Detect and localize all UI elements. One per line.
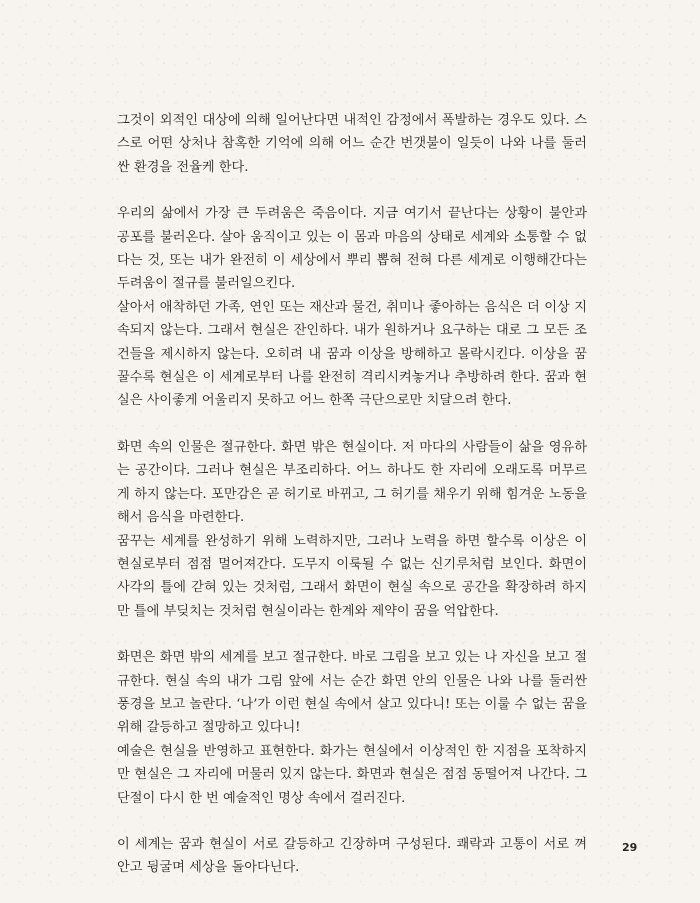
- body-text: [117, 109, 587, 903]
- page-number: 29: [622, 841, 638, 854]
- paragraph-line: 화면 속의 인물은 절규한다. 화면 밖은 현실이다. 저 마다의 사람들이 삶을 영유하는 공간이다. 그러나 현실은 부조리하다. 어느 하나도 한 자리에 오래도록 머무르게 하지 않는다. 포만감은 곧 허기로 바뀌고, 그 허기를 채우기 위해 힘겨운 노동을 해서 음식을 마련한다.: [117, 439, 587, 526]
- paragraph-line: 이 세계는 꿈과 현실이 서로 갈등하고 긴장하며 구성된다. 쾌락과 고통이 서로 껴안고 뒹굴며 세상을 돌아다닌다.: [117, 836, 587, 876]
- paragraph-5: [117, 833, 587, 880]
- paragraph-line: 화면은 화면 밖의 세계를 보고 절규한다. 바로 그림을 보고 있는 나 자신을 보고 절규한다. 현실 속의 내가 그림 앞에 서는 순간 화면 안의 인물은 나와 나를 둘러싼 풍경을 보고 놀란다. ‘나’가 이런 현실 속에서 살고 있다니! 또는 이룰 수 없는 꿈을 위해 갈등하고 절망하고 있다니!: [117, 650, 587, 736]
- paragraph-1: [117, 109, 587, 179]
- paragraph-4: [117, 646, 587, 810]
- paragraph-2: [117, 202, 587, 413]
- paragraph-3: [117, 436, 587, 623]
- paragraph-line: 우리의 삶에서 가장 큰 두려움은 죽음이다. 지금 여기서 끝난다는 상황이 불안과 공포를 불러온다. 살아 움직이고 있는 이 몸과 마음의 상태로 세계와 소통할 수 없다는 것, 또는 내가 완전히 이 세상에서 뿌리 뽑혀 전혀 다른 세계로 이행해간다는 두려움이 절규를 불러일으킨다.: [117, 206, 587, 292]
- paragraph-line: 꿈꾸는 세계를 완성하기 위해 노력하지만, 그러나 노력을 하면 할수록 이상은 이 현실로부터 점점 멀어져간다. 도무지 이룩될 수 없는 신기루처럼 보인다. 화면이 사각의 틀에 갇혀 있는 것처럼, 그래서 화면이 현실 속으로 공간을 확장하려 하지만 틀에 부딪치는 것처럼 현실이라는 한계와 제약이 꿈을 억압한다.: [117, 533, 587, 619]
- paragraph-line: 그것이 외적인 대상에 의해 일어난다면 내적인 감정에서 폭발하는 경우도 있다. 스스로 어떤 상처나 참혹한 기억에 의해 어느 순간 번갯불이 일듯이 나와 나를 둘러싼 환경을 전율케 한다.: [117, 113, 587, 175]
- paragraph-line: 예술은 현실을 반영하고 표현한다. 화가는 현실에서 이상적인 한 지점을 포착하지만 현실은 그 자리에 머물러 있지 않는다. 화면과 현실은 점점 동떨어져 나간다. 그 단절이 다시 한 번 예술적인 명상 속에서 걸러진다.: [117, 743, 587, 806]
- paragraph-line: 살아서 애착하던 가족, 연인 또는 재산과 물건, 취미나 좋아하는 음식은 더 이상 지속되지 않는다. 그래서 현실은 잔인하다. 내가 원하거나 요구하는 대로 그 모든 조건들을 제시하지 않는다. 오히려 내 꿈과 이상을 방해하고 몰락시킨다. 이상을 꿈꿀수록 현실은 이 세계로부터 나를 완전히 격리시켜놓거나 추방하려 한다. 꿈과 현실은 사이좋게 어울리지 못하고 어느 한쪽 극단으로만 치달으려 한다.: [117, 299, 587, 409]
